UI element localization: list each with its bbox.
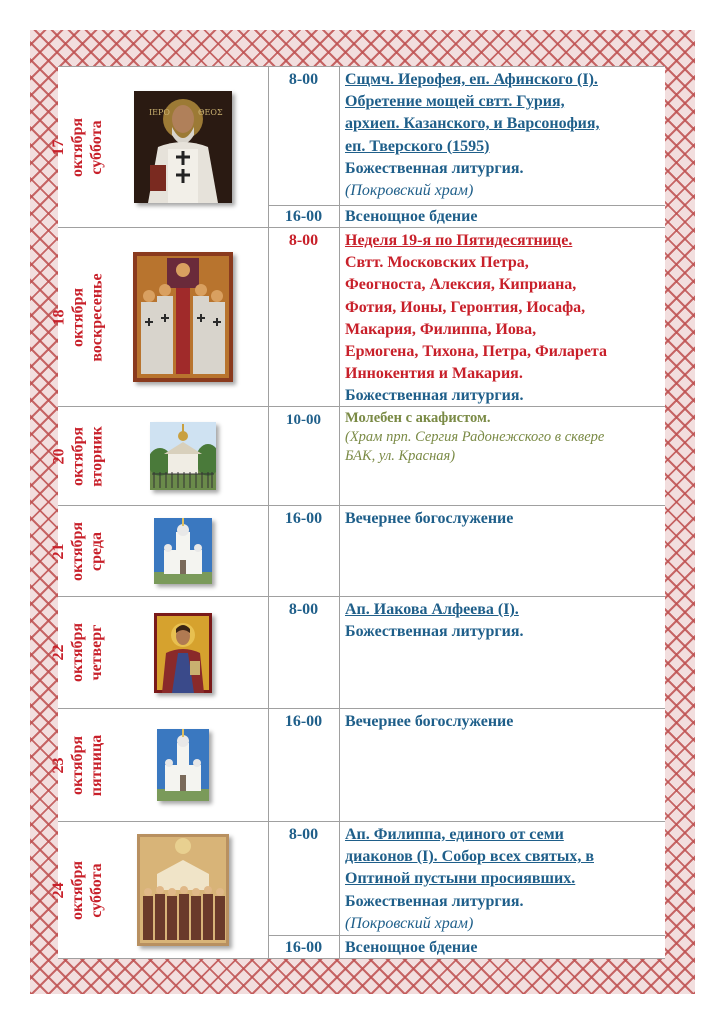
table-row bbox=[50, 406, 665, 505]
service-title: Сщмч. Иерофея, еп. Афинского (I). bbox=[345, 71, 598, 88]
service-time: 8-00 bbox=[288, 232, 319, 249]
date-month: октября bbox=[69, 521, 87, 581]
service-title: Всенощное бдение bbox=[345, 208, 478, 225]
date-day: 23 bbox=[50, 757, 68, 774]
date-weekday: пятница bbox=[88, 734, 106, 796]
date-month: октября bbox=[69, 117, 87, 177]
service-entry bbox=[268, 205, 665, 228]
svg-text:ΘΕΟΣ: ΘΕΟΣ bbox=[198, 108, 223, 117]
moscow-saints-icon-painting bbox=[133, 252, 233, 382]
church-photo bbox=[157, 729, 209, 801]
date-month: октября bbox=[69, 287, 87, 347]
service-title: Оптиной пустыни просиявших. bbox=[345, 870, 576, 888]
table-row bbox=[50, 596, 665, 708]
date-weekday: суббота bbox=[88, 862, 106, 918]
saints-list: Феогноста, Алексия, Киприана, bbox=[345, 276, 577, 294]
date-cell bbox=[50, 506, 106, 596]
week-title: Неделя 19-я по Пятидесятнице. bbox=[345, 232, 573, 249]
date-weekday: среда bbox=[88, 531, 106, 571]
date-cell bbox=[50, 228, 106, 406]
service-liturgy: Божественная литургия. bbox=[345, 623, 524, 641]
service-time: 16-00 bbox=[284, 939, 323, 956]
service-title: диаконов (I). Собор всех святых, в bbox=[345, 848, 594, 866]
service-time: 10-00 bbox=[286, 412, 321, 428]
service-time: 16-00 bbox=[284, 208, 323, 225]
date-day: 22 bbox=[50, 644, 68, 661]
table-row bbox=[50, 708, 665, 821]
service-time: 8-00 bbox=[288, 601, 319, 618]
service-place: (Покровский храм) bbox=[345, 182, 474, 200]
service-title: Обретение мощей свтт. Гурия, bbox=[345, 93, 565, 111]
service-place: (Покровский храм) bbox=[345, 914, 474, 932]
date-cell bbox=[50, 709, 106, 821]
date-weekday: четверг bbox=[88, 624, 106, 681]
apostle-icon-painting bbox=[154, 613, 212, 693]
service-time: 8-00 bbox=[288, 826, 319, 843]
service-entry bbox=[268, 407, 665, 506]
service-time: 16-00 bbox=[284, 713, 323, 730]
saints-list: Фотия, Ионы, Геронтия, Иосафа, bbox=[345, 298, 586, 316]
service-title: Вечернее богослужение bbox=[345, 510, 514, 527]
date-day: 18 bbox=[50, 309, 68, 326]
service-liturgy: Божественная литургия. bbox=[345, 387, 524, 405]
service-entry bbox=[268, 67, 665, 205]
table-row bbox=[50, 821, 665, 959]
service-title: архиеп. Казанского, и Варсонофия, bbox=[345, 115, 600, 133]
service-time: 8-00 bbox=[288, 71, 319, 88]
table-row bbox=[50, 227, 665, 406]
saints-list: Свтт. Московских Петра, bbox=[345, 254, 529, 272]
date-month: октября bbox=[69, 735, 87, 795]
service-title: еп. Тверского (1595) bbox=[345, 137, 490, 155]
saint-icon-bishop-painting bbox=[134, 91, 232, 203]
service-title: Всенощное бдение bbox=[345, 939, 478, 956]
service-title: Молебен с акафистом. bbox=[345, 410, 491, 426]
date-day: 20 bbox=[50, 448, 68, 465]
service-entry bbox=[268, 822, 665, 935]
chapel-photo bbox=[150, 422, 216, 490]
date-day: 21 bbox=[50, 543, 68, 560]
saints-list: Иннокентия и Макария. bbox=[345, 365, 523, 383]
service-liturgy: Божественная литургия. bbox=[345, 159, 524, 177]
service-entry bbox=[268, 228, 665, 407]
service-title: Ап. Филиппа, единого от семи bbox=[345, 826, 564, 843]
date-cell bbox=[50, 822, 106, 958]
service-entry bbox=[268, 506, 665, 597]
date-cell bbox=[50, 67, 106, 227]
service-place: БАК, ул. Красная) bbox=[345, 448, 456, 464]
optina-saints-icon-painting bbox=[137, 834, 229, 946]
service-liturgy: Божественная литургия. bbox=[345, 892, 524, 910]
date-month: октября bbox=[69, 426, 87, 486]
date-weekday: воскресенье bbox=[88, 272, 106, 362]
date-day: 24 bbox=[50, 882, 68, 899]
saints-list: Ермогена, Тихона, Петра, Филарета bbox=[345, 343, 607, 361]
svg-text:ΙΕΡΟ: ΙΕΡΟ bbox=[149, 108, 170, 117]
date-cell bbox=[50, 407, 106, 505]
table-row bbox=[50, 66, 665, 227]
service-place: (Храм прп. Сергия Радонежского в сквере bbox=[345, 429, 605, 445]
date-month: октября bbox=[69, 622, 87, 683]
service-entry bbox=[268, 709, 665, 822]
saints-list: Макария, Филиппа, Иова, bbox=[345, 320, 537, 338]
service-title: Вечернее богослужение bbox=[345, 713, 514, 730]
date-weekday: вторник bbox=[88, 425, 106, 487]
church-photo bbox=[154, 518, 212, 584]
date-weekday: суббота bbox=[88, 119, 106, 175]
service-title: Ап. Иакова Алфеева (I). bbox=[345, 601, 519, 618]
date-day: 17 bbox=[50, 139, 68, 156]
date-month: октября bbox=[69, 860, 87, 920]
service-time: 16-00 bbox=[284, 510, 323, 527]
service-entry bbox=[268, 597, 665, 709]
date-cell bbox=[50, 597, 106, 708]
service-entry bbox=[268, 935, 665, 960]
table-row bbox=[50, 505, 665, 596]
